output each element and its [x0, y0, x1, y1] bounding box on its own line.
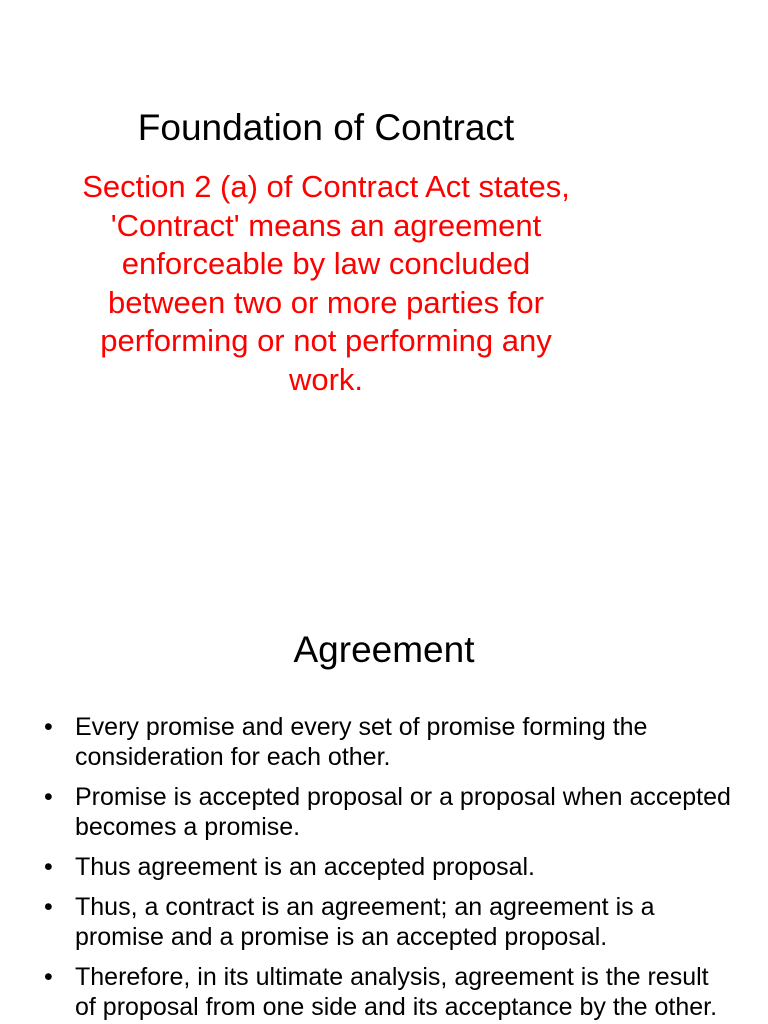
list-item: [44, 892, 734, 952]
bullet-icon: •: [44, 893, 53, 921]
agreement-bullet-list: [44, 712, 734, 1024]
slide-title: Foundation of Contract: [137, 107, 515, 148]
slide-agreement: [0, 600, 768, 1024]
bullet-icon: •: [44, 783, 53, 811]
list-item-text: Promise is accepted proposal or a proposal when accepted becomes a promise.: [75, 783, 731, 841]
bullet-icon: •: [44, 713, 53, 741]
contract-definition-text: Section 2 (a) of Contract Act states, 'Contract' means an agreement enforceable by law concluded between two or more parties for performing or not performing any work.: [82, 169, 570, 397]
list-item-text: Thus agreement is an accepted proposal.: [75, 853, 535, 881]
list-item: [44, 852, 734, 882]
bullet-icon: •: [44, 963, 53, 991]
list-item-text: Therefore, in its ultimate analysis, agreement is the result of proposal from one side and its acceptance by the other.: [75, 963, 718, 1021]
list-item: [44, 782, 734, 842]
slide-title: Agreement: [293, 629, 475, 670]
list-item: [44, 962, 734, 1022]
list-item-text: Thus, a contract is an agreement; an agreement is a promise and a promise is an accepted proposal.: [75, 893, 655, 951]
list-item-text: Every promise and every set of promise forming the consideration for each other.: [75, 713, 648, 771]
bullet-icon: •: [44, 853, 53, 881]
list-item: [44, 712, 734, 772]
